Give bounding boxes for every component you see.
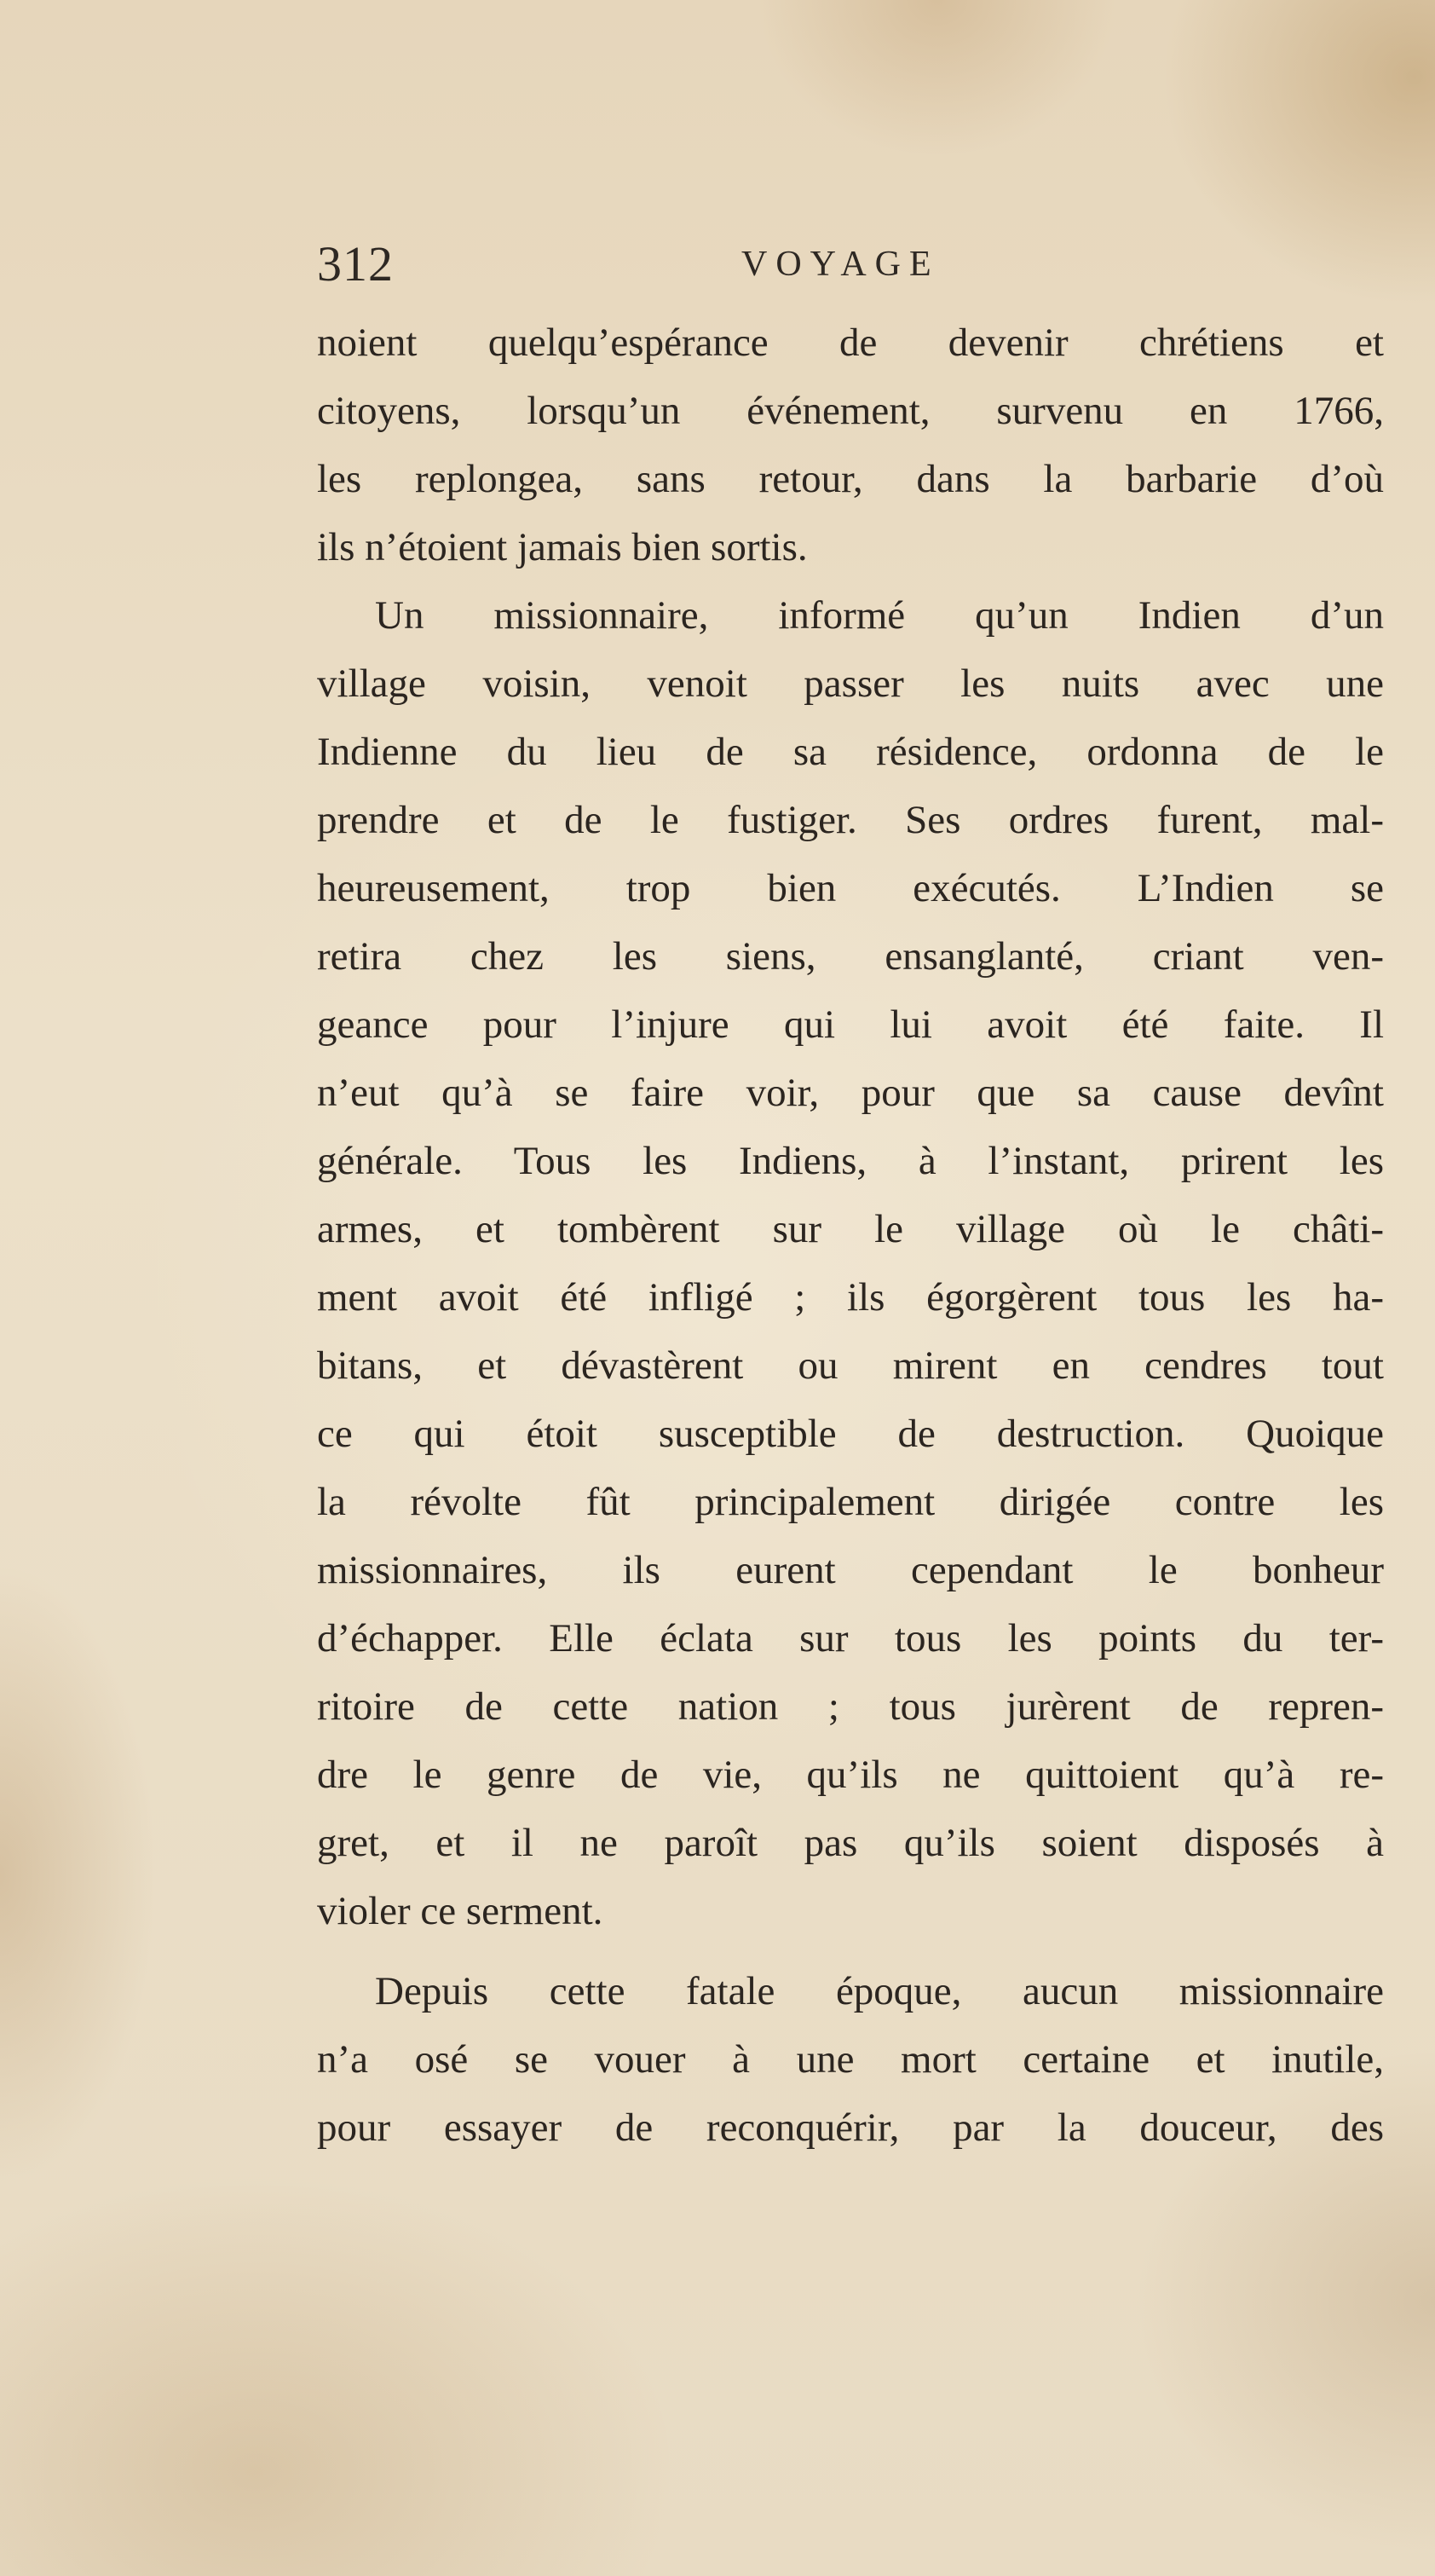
text-line: retira chez les siens, ensanglanté, criant ven- [317, 934, 1384, 979]
text-line: dre le genre de vie, qu’ils ne quittoient qu’à re- [317, 1753, 1384, 1797]
text-line: la révolte fût principalement dirigée contre les [317, 1480, 1384, 1524]
text-line: noient quelqu’espérance de devenir chrétiens et [317, 321, 1384, 365]
running-head: VOYAGE [741, 245, 940, 284]
text-line: d’échapper. Elle éclata sur tous les points du ter- [317, 1616, 1384, 1661]
text-line: violer ce serment. [317, 1889, 603, 1933]
text-line: gret, et il ne paroît pas qu’ils soient disposés à [317, 1821, 1384, 1865]
text-line: heureusement, trop bien exécutés. L’Indien se [317, 866, 1384, 910]
text-line: missionnaires, ils eurent cependant le bonheur [317, 1548, 1384, 1592]
text-line: Indienne du lieu de sa résidence, ordonna de le [317, 730, 1384, 774]
body-text [317, 309, 1384, 2162]
text-line: geance pour l’injure qui lui avoit été faite. Il [317, 1002, 1384, 1047]
text-line: n’a osé se vouer à une mort certaine et inutile, [317, 2037, 1384, 2082]
text-line: n’eut qu’à se faire voir, pour que sa cause devînt [317, 1071, 1384, 1115]
text-line: générale. Tous les Indiens, à l’instant, prirent les [317, 1139, 1384, 1183]
text-line: prendre et de le fustiger. Ses ordres furent, mal- [317, 798, 1384, 842]
text-line: ils n’étoient jamais bien sortis. [317, 525, 808, 569]
text-line: les replongea, sans retour, dans la barbarie d’où [317, 457, 1384, 501]
page-number: 312 [317, 236, 394, 292]
paragraph-first-line: Un missionnaire, informé qu’un Indien d’un [375, 593, 1384, 638]
text-line: bitans, et dévastèrent ou mirent en cendres tout [317, 1343, 1384, 1388]
paragraph-first-line: Depuis cette fatale époque, aucun missionnaire [375, 1969, 1384, 2013]
text-line: armes, et tombèrent sur le village où le châti- [317, 1207, 1384, 1251]
text-line: citoyens, lorsqu’un événement, survenu en 1766, [317, 389, 1384, 433]
text-line: pour essayer de reconquérir, par la douceur, des [317, 2105, 1384, 2150]
text-line: ritoire de cette nation ; tous jurèrent de repren- [317, 1684, 1384, 1729]
text-line: ce qui étoit susceptible de destruction. Quoique [317, 1412, 1384, 1456]
page-header [317, 228, 1391, 297]
text-line: ment avoit été infligé ; ils égorgèrent tous les ha- [317, 1275, 1384, 1320]
text-line: village voisin, venoit passer les nuits avec une [317, 661, 1384, 706]
